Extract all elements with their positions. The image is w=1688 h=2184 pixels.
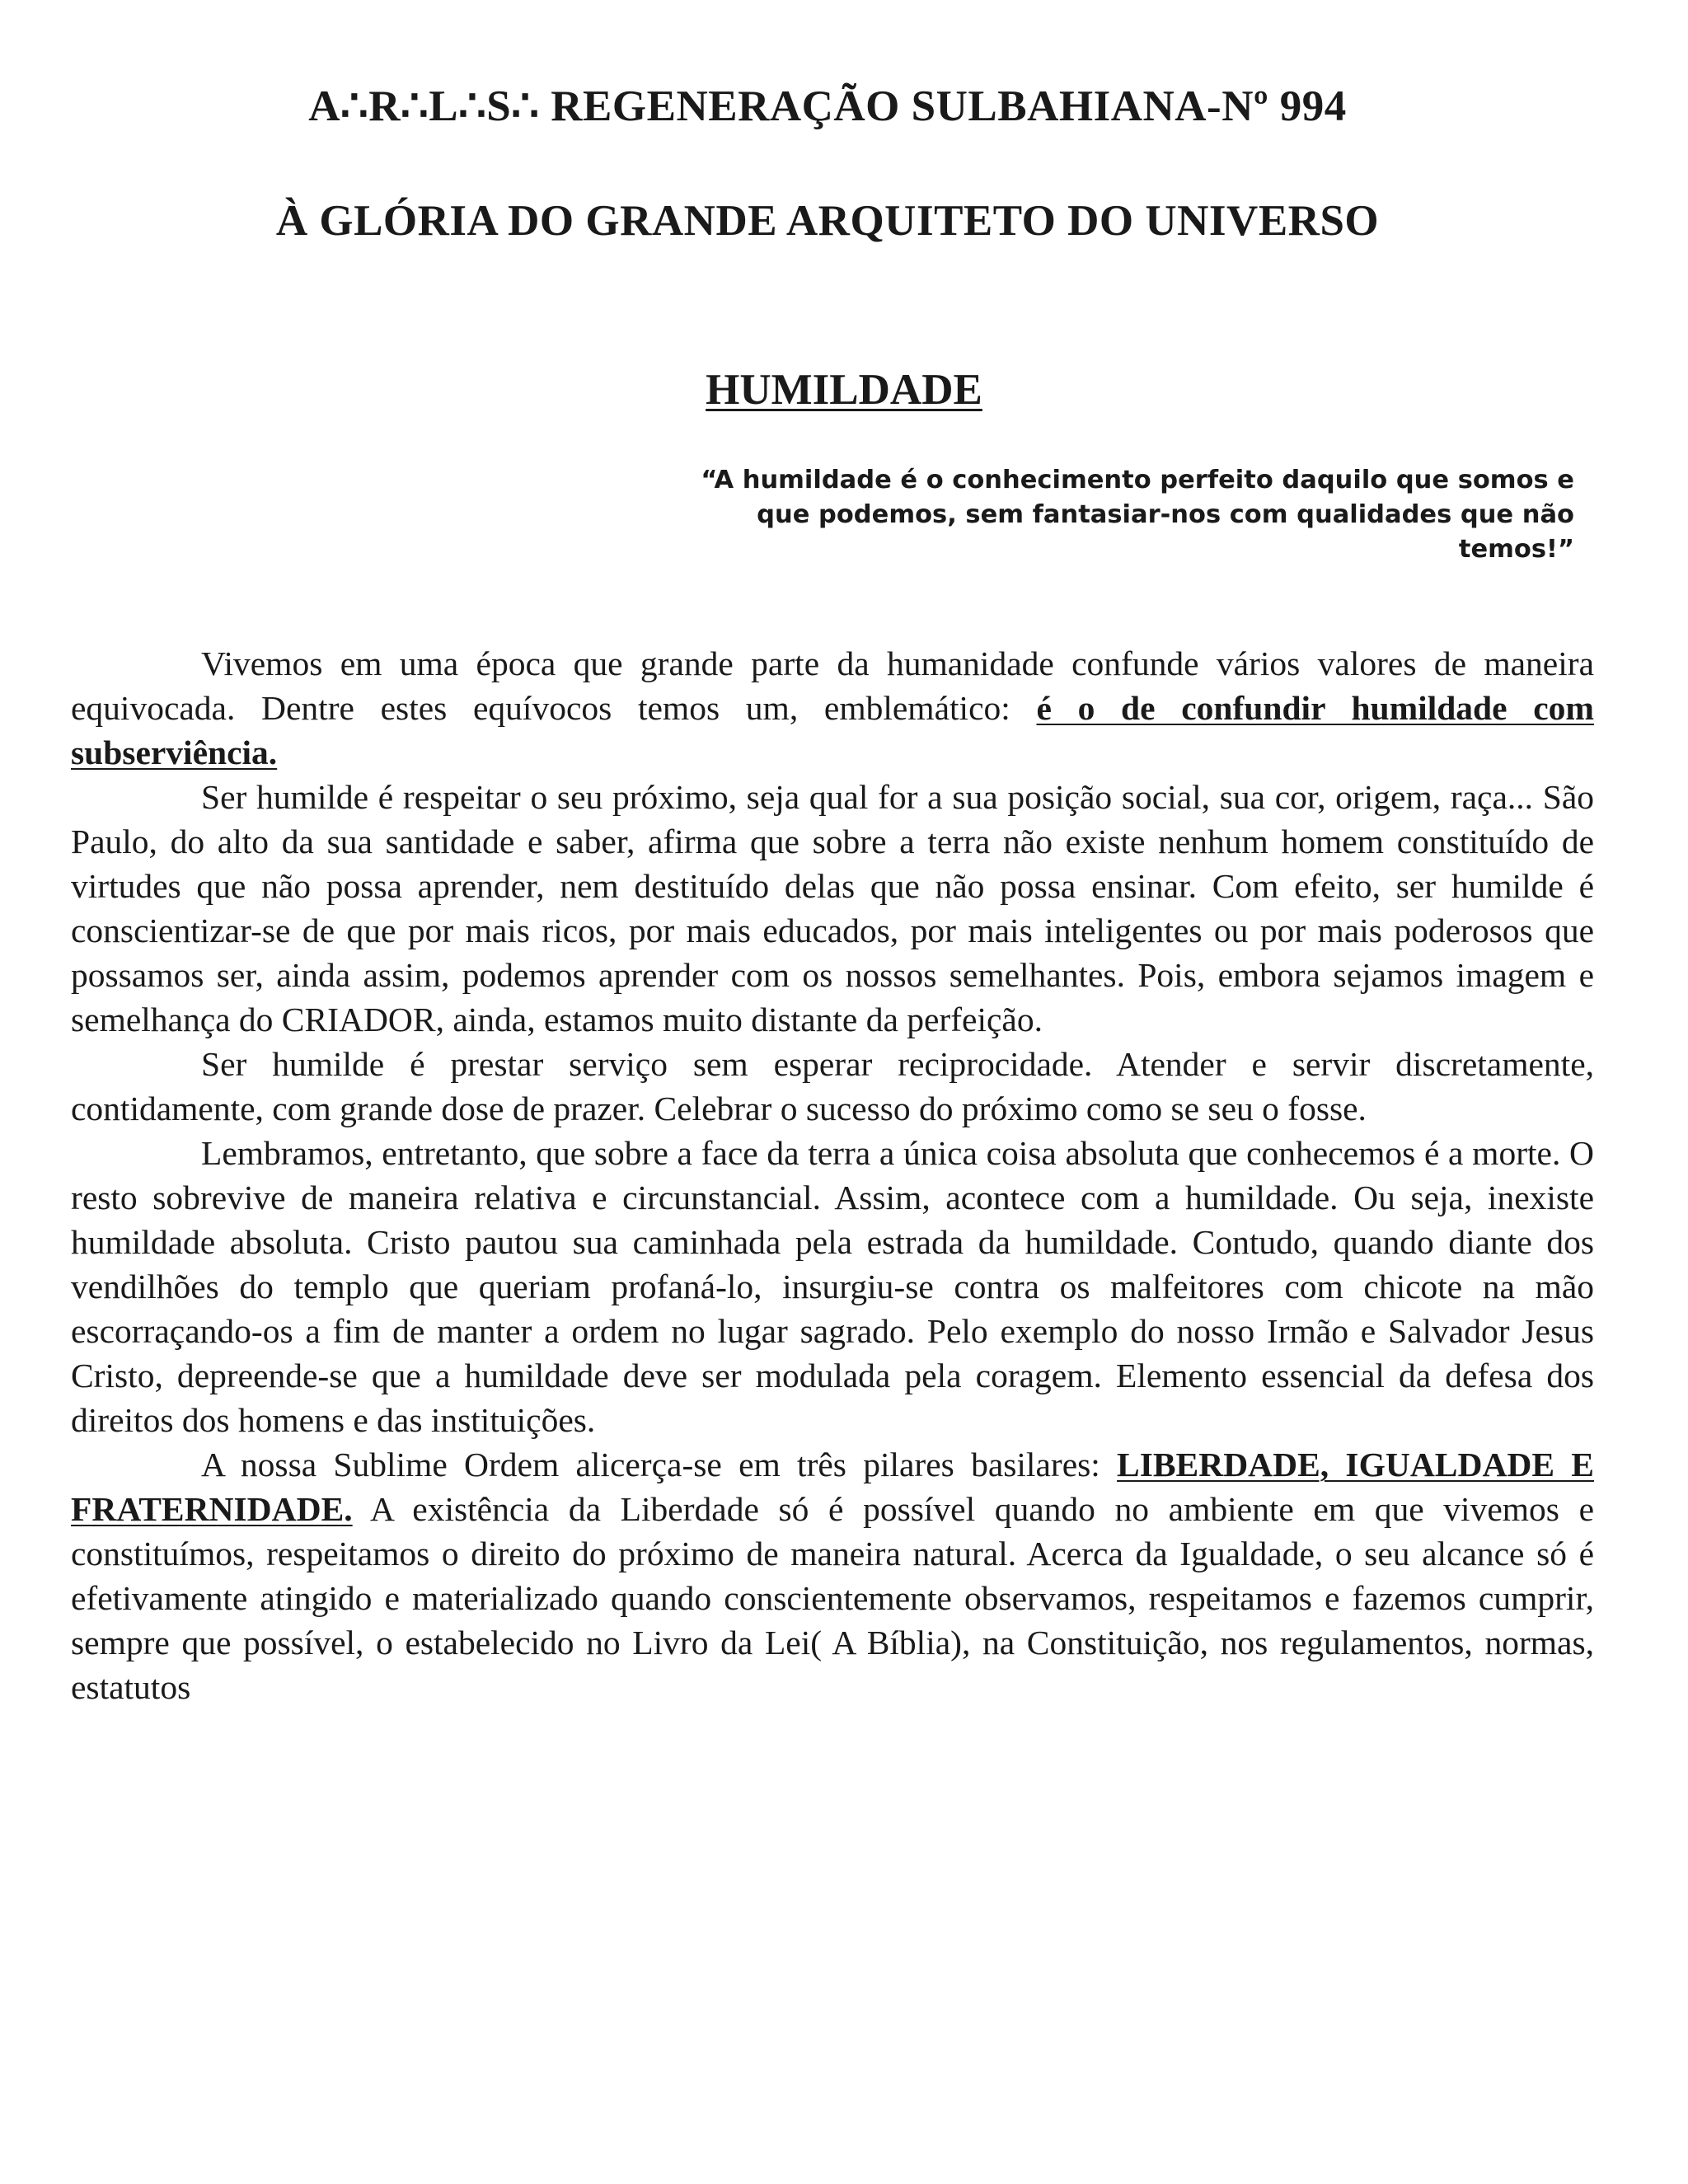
paragraph-1-emphasis: é o de confundir humildade com subserviência. <box>71 689 1594 771</box>
epigraph-line-2: que podemos, sem fantasiar-nos com qualidades que não temos!” <box>757 500 1574 564</box>
lodge-name-heading: A∴R∴L∴S∴ REGENERAÇÃO SULBAHIANA-Nº 994 <box>308 82 1347 130</box>
epigraph-quote <box>643 463 1574 567</box>
paragraph-1-text: Vivemos em uma época que grande parte da humanidade confunde vários valores de maneira equivocada. Dentre estes equívocos temos um, emblemático: <box>71 644 1594 727</box>
body-text <box>71 641 1594 1709</box>
paragraph-3: Ser humilde é prestar serviço sem esperar reciprocidade. Atender e servir discretamente, contidamente, com grande dose de prazer. Celebrar o sucesso do próximo como se seu o fosse. <box>71 1045 1594 1127</box>
page-title: HUMILDADE <box>706 366 982 414</box>
paragraph-5-text-start: A nossa Sublime Ordem alicerça-se em três pilares basilares: <box>201 1446 1118 1483</box>
paragraph-4: Lembramos, entretanto, que sobre a face da terra a única coisa absoluta que conhecemos é a morte. O resto sobrevive de maneira relativa e circunstancial. Assim, acontece com a humildade. Ou seja, inexiste humildade absoluta. Cristo pautou sua caminhada pela estrada da humildade. Contudo, quando diante dos vendilhões do templo que queriam profaná-lo, insurgiu-se contra os malfeitores com chicote na mão escorraçando-os a fim de manter a ordem no lugar sagrado. Pelo exemplo do nosso Irmão e Salvador Jesus Cristo, depreende-se que a humildade deve ser modulada pela coragem. Elemento essencial da defesa dos direitos dos homens e das instituições. <box>71 1134 1594 1439</box>
dedication-heading: À GLÓRIA DO GRANDE ARQUITETO DO UNIVERSO <box>275 197 1380 245</box>
epigraph-line-1: “A humildade é o conhecimento perfeito daquilo que somos e <box>701 466 1574 494</box>
paragraph-1 <box>71 641 1594 775</box>
paragraph-5-text-end: A existência da Liberdade só é possível quando no ambiente em que vivemos e constituímos, respeitamos o direito do próximo de maneira natural. Acerca da Igualdade, o seu alcance só é efetivamente atingido e materializado quando conscientemente observamos, respeitamos e fazemos cumprir, sempre que possível, o estabelecido no Livro da Lei( A Bíblia), na Constituição, nos regulamentos, normas, estatutos <box>71 1490 1594 1706</box>
paragraph-5-emphasis: LIBERDADE, IGUALDADE E FRATERNIDADE. <box>71 1446 1594 1528</box>
paragraph-2: Ser humilde é respeitar o seu próximo, seja qual for a sua posição social, sua cor, origem, raça... São Paulo, do alto da sua santidade e saber, afirma que sobre a terra não existe nenhum homem constituído de virtudes que não possa aprender, nem destituído delas que não possa ensinar. Com efeito, ser humilde é conscientizar-se de que por mais ricos, por mais educados, por mais inteligentes ou por mais poderosos que possamos ser, ainda assim, podemos aprender com os nossos semelhantes. Pois, embora sejamos imagem e semelhança do CRIADOR, ainda, estamos muito distante da perfeição. <box>71 778 1594 1038</box>
paragraph-5 <box>71 1442 1594 1709</box>
